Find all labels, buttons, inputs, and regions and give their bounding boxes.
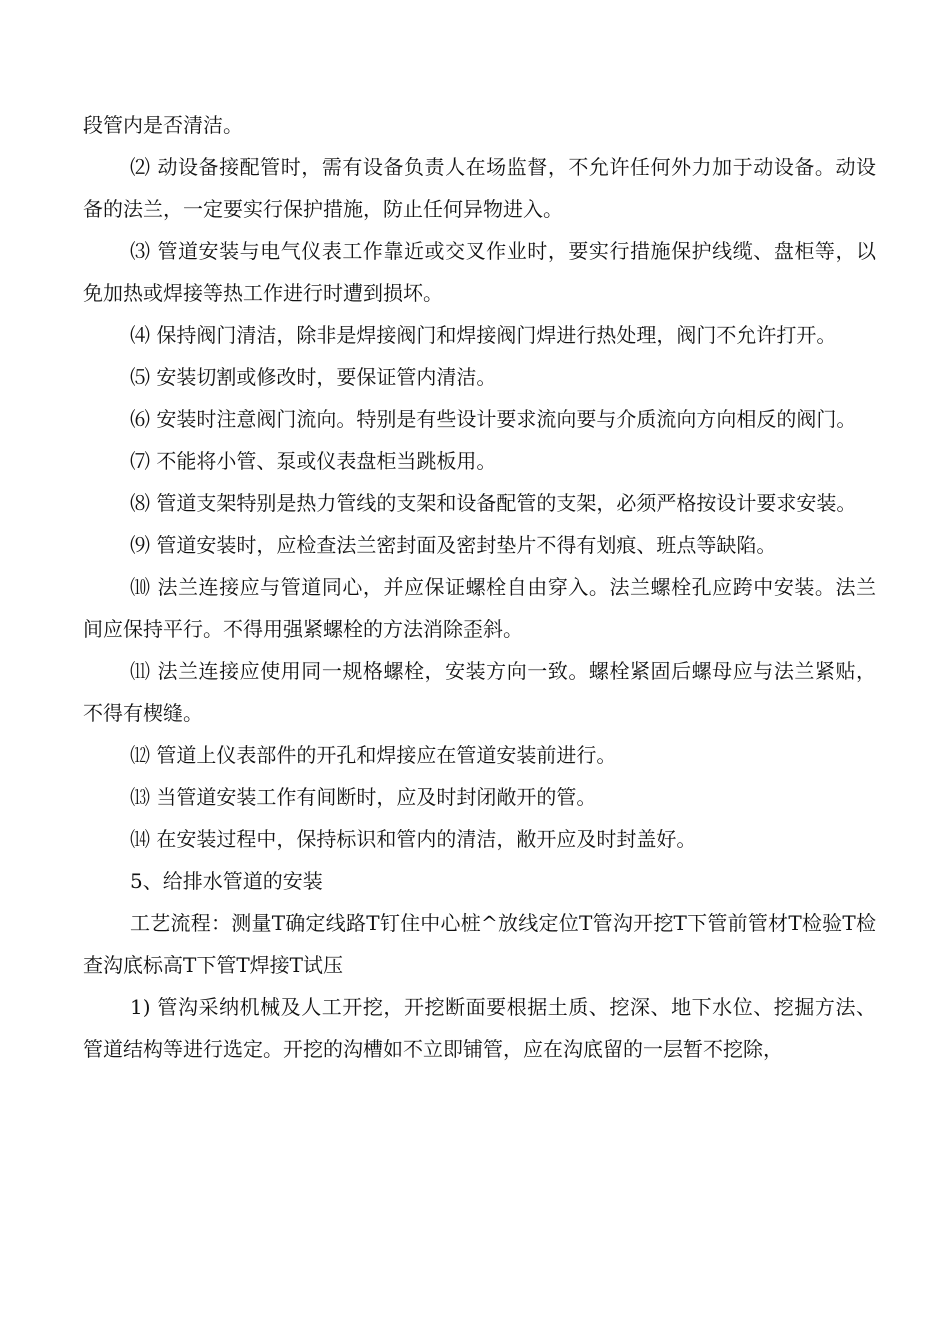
paragraph-item-2: ⑵ 动设备接配管时，需有设备负责人在场监督，不允许任何外力加于动设备。动设备的法兰，一定要实行保护措施，防止任何异物进入。	[83, 155, 876, 221]
paragraph-item-11: ⑾ 法兰连接应使用同一规格螺栓，安装方向一致。螺栓紧固后螺母应与法兰紧贴，不得有楔缝。	[83, 659, 876, 725]
paragraph-item-9: ⑼ 管道安装时，应检查法兰密封面及密封垫片不得有划痕、班点等缺陷。	[130, 533, 777, 557]
section-heading: 5、给排水管道的安装	[130, 869, 323, 893]
document-body	[83, 104, 876, 1070]
paragraph-step-1: 1) 管沟采纳机械及人工开挖，开挖断面要根据土质、挖深、地下水位、挖掘方法、管道结构等进行选定。开挖的沟槽如不立即铺管，应在沟底留的一层暂不挖除，	[83, 995, 876, 1061]
paragraph-item-14: ⒁ 在安装过程中，保持标识和管内的清洁，敝开应及时封盖好。	[130, 827, 697, 851]
paragraph-item-7: ⑺ 不能将小管、泵或仪表盘柜当跳板用。	[130, 449, 497, 473]
paragraph-item-10: ⑽ 法兰连接应与管道同心，并应保证螺栓自由穿入。法兰螺栓孔应跨中安装。法兰间应保持平行。不得用强紧螺栓的方法消除歪斜。	[83, 575, 876, 641]
paragraph-item-4: ⑷ 保持阀门清洁，除非是焊接阀门和焊接阀门焊进行热处理，阀门不允许打开。	[130, 323, 837, 347]
paragraph-item-13: ⒀ 当管道安装工作有间断时，应及时封闭敞开的管。	[130, 785, 597, 809]
paragraph-item-12: ⑿ 管道上仪表部件的开孔和焊接应在管道安装前进行。	[130, 743, 617, 767]
paragraph-continuation: 段管内是否清洁。	[83, 113, 243, 137]
paragraph-item-6: ⑹ 安装时注意阀门流向。特别是有些设计要求流向要与介质流向方向相反的阀门。	[130, 407, 857, 431]
paragraph-item-5: ⑸ 安装切割或修改时，要保证管内清洁。	[130, 365, 497, 389]
paragraph-item-8: ⑻ 管道支架特别是热力管线的支架和设备配管的支架，必须严格按设计要求安装。	[130, 491, 857, 515]
paragraph-item-3: ⑶ 管道安装与电气仪表工作靠近或交叉作业时，要实行措施保护线缆、盘柜等，以免加热或焊接等热工作进行时遭到损坏。	[83, 239, 876, 305]
process-flow-paragraph: 工艺流程：测量T确定线路T钉住中心桩^放线定位T管沟开挖T下管前管材T检验T检查沟底标高T下管T焊接T试压	[83, 911, 876, 977]
